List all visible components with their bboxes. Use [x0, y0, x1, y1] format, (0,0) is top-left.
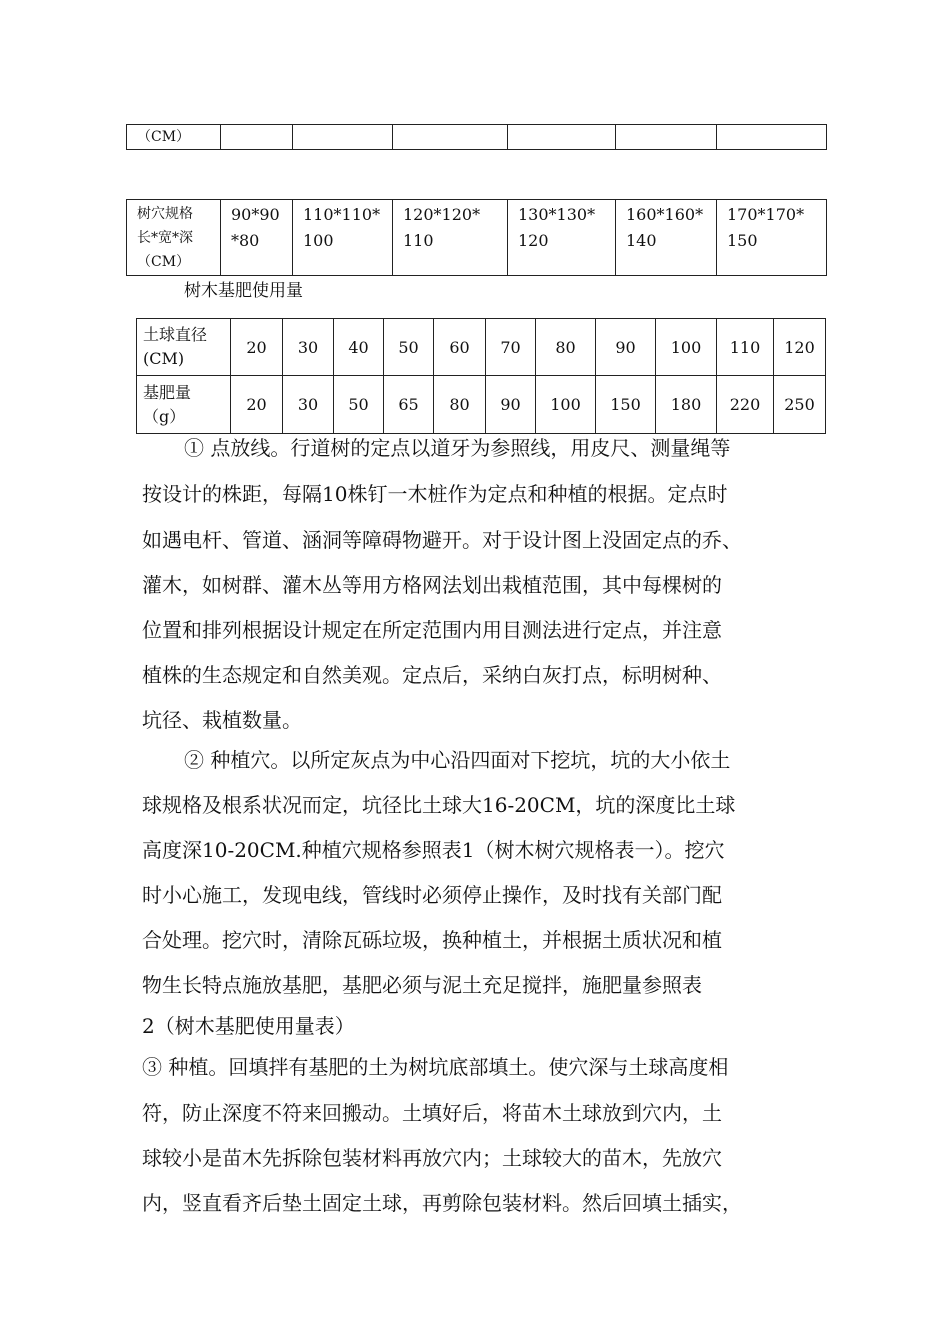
fertilizer-table-caption: 树木基肥使用量	[184, 281, 303, 301]
paragraph-line: 位置和排列根据设计规定在所定范围内用目测法进行定点，并注意	[142, 618, 722, 642]
table-cell: 65	[384, 376, 434, 434]
table-cell: 100	[536, 376, 596, 434]
cell-line: 100	[303, 231, 334, 250]
table-cell: 90	[486, 376, 536, 434]
table-cell: 80	[434, 376, 486, 434]
table-cell	[293, 125, 393, 150]
table-cell: 30	[283, 319, 334, 376]
table-cell: 60	[434, 319, 486, 376]
table-cell: 20	[231, 319, 283, 376]
table-cell	[221, 200, 293, 276]
header-line: 长*宽*深	[137, 230, 193, 246]
row-header-line: 土球直径	[143, 325, 208, 344]
table-cell: 250	[774, 376, 826, 434]
paragraph-line: 植株的生态规定和自然美观。定点后，采纳白灰打点，标明树种、	[142, 663, 722, 687]
table-cell	[616, 200, 717, 276]
table-cell: 50	[384, 319, 434, 376]
cell-line: *80	[231, 231, 260, 250]
hole-spec-table-partial	[126, 124, 827, 150]
row-header-line: 基肥量	[143, 382, 192, 402]
table-row	[127, 125, 827, 150]
paragraph-line: 物生长特点施放基肥，基肥必须与泥土充足搅拌，施肥量参照表	[142, 973, 702, 997]
table-cell	[508, 200, 616, 276]
table-cell: 120	[774, 319, 826, 376]
paragraph-line: 高度深10-20CM.种植穴规格参照表1（树木树穴规格表一）。挖穴	[142, 838, 725, 862]
table-cell	[221, 125, 293, 150]
cell-line: 120	[518, 231, 549, 250]
table-cell: 110	[717, 319, 774, 376]
table-cell	[393, 125, 508, 150]
table-cell: 180	[656, 376, 717, 434]
paragraph-line: 如遇电杆、管道、涵洞等障碍物避开。对于设计图上没固定点的乔、	[142, 528, 742, 552]
table-cell: 90	[596, 319, 656, 376]
table-cell	[616, 125, 717, 150]
hole-spec-header-cell	[127, 200, 221, 276]
fertilizer-table	[136, 318, 826, 434]
paragraph-line: 符，防止深度不符来回搬动。土填好后，将苗木土球放到穴内，土	[142, 1101, 722, 1125]
table-cell: 100	[656, 319, 717, 376]
table-row	[137, 319, 826, 376]
table-cell	[508, 125, 616, 150]
table-cell: 70	[486, 319, 536, 376]
table-cell: 150	[596, 376, 656, 434]
table-cell: （CM）	[127, 125, 221, 150]
table-cell	[717, 125, 827, 150]
table-cell: 40	[334, 319, 384, 376]
table-cell	[717, 200, 827, 276]
paragraph-line: 2（树木基肥使用量表）	[142, 1014, 355, 1038]
paragraph-line: 时小心施工，发现电线，管线时必须停止操作，及时找有关部门配	[142, 883, 722, 907]
cell-line: 170*170*	[727, 205, 805, 224]
table-row	[127, 200, 827, 276]
paragraph-line: 球规格及根系状况而定，坑径比土球大16-20CM，坑的深度比土球	[142, 793, 736, 817]
cell-line: 120*120*	[403, 205, 481, 224]
table-cell: 80	[536, 319, 596, 376]
row-header-line: (CM)	[143, 349, 185, 368]
table-cell: 20	[231, 376, 283, 434]
paragraph-line: ① 点放线。行道树的定点以道牙为参照线，用皮尺、测量绳等	[184, 436, 731, 460]
table-cell: 50	[334, 376, 384, 434]
cell-line: 110*110*	[303, 205, 381, 224]
table-cell: 30	[283, 376, 334, 434]
hole-spec-table	[126, 199, 827, 276]
row-header	[137, 376, 231, 434]
table-cell	[293, 200, 393, 276]
cell-line: 130*130*	[518, 205, 596, 224]
table-cell: 220	[717, 376, 774, 434]
cell-line: 150	[727, 231, 758, 250]
paragraph-line: 按设计的株距，每隔10株钉一木桩作为定点和种植的根据。定点时	[142, 482, 728, 506]
paragraph-line: ② 种植穴。以所定灰点为中心沿四面对下挖坑，坑的大小依土	[184, 748, 731, 772]
row-header	[137, 319, 231, 376]
paragraph-line: 灌木，如树群、灌木丛等用方格网法划出栽植范围，其中每棵树的	[142, 573, 722, 597]
cell-line: 90*90	[231, 205, 280, 224]
paragraph-line: 球较小是苗木先拆除包装材料再放穴内；土球较大的苗木，先放穴	[142, 1146, 722, 1170]
paragraph-line: ③ 种植。回填拌有基肥的土为树坑底部填土。使穴深与土球高度相	[142, 1055, 729, 1079]
header-line: （CM）	[137, 254, 191, 270]
row-header-line: （g）	[143, 406, 186, 426]
header-line: 树穴规格	[137, 206, 193, 222]
paragraph-line: 合处理。挖穴时，清除瓦砾垃圾，换种植土，并根据土质状况和植	[142, 928, 722, 952]
paragraph-line: 坑径、栽植数量。	[142, 708, 302, 732]
paragraph-line: 内，竖直看齐后垫土固定土球，再剪除包装材料。然后回填土插实，	[142, 1191, 742, 1215]
table-row	[137, 376, 826, 434]
cell-line: 140	[626, 231, 657, 250]
cell-line: 110	[403, 231, 434, 250]
cell-line: 160*160*	[626, 205, 704, 224]
table-cell	[393, 200, 508, 276]
